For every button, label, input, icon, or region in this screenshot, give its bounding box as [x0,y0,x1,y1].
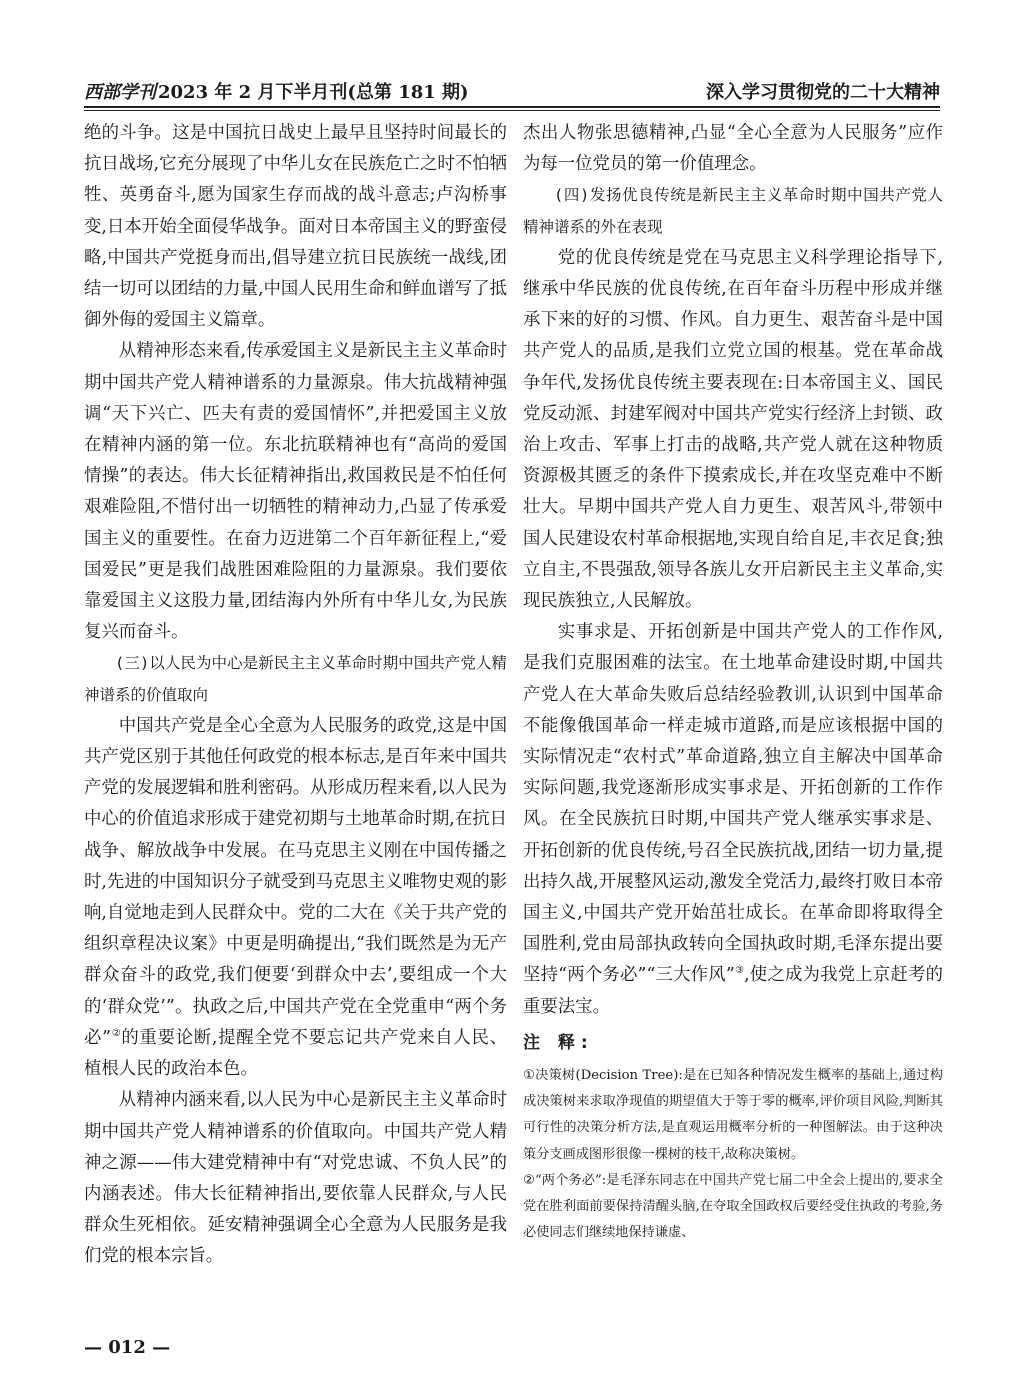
page-number: — 012 — [84,1337,171,1358]
footnote-ref: ② [111,1028,122,1040]
paragraph [84,711,507,1085]
right-column [523,118,943,1023]
subheading: (四)发扬优良传统是新民主主义革命时期中国共产党人精神谱系的外在表现 [523,186,943,236]
paragraph [523,617,943,1023]
note-text: 决策树(Decision Tree):是在已知各种情况发生概率的基础上,通过构成决策树来求取净现值的期望值大于等于零的概率,评价项目风险,判断其可行性的决策分析方法,是直观运用概率分析的一种图解法。由于这种决策分支画成图形很像一棵树的枝干,故称决策树。 [523,1068,943,1162]
paragraph-text: 的重要论断,提醒全党不要忘记共产党来自人民、植根人民的政治本色。 [84,1027,507,1080]
journal-logo: 西部学刊 [84,82,156,103]
header-rule-thin [84,110,940,111]
subheading: (三)以人民为中心是新民主主义革命时期中国共产党人精神谱系的价值取向 [84,654,507,704]
paragraph: 绝的斗争。这是中国抗日战史上最早且坚持时间最长的抗日战场,它充分展现了中华儿女在民族危亡之时不怕牺牲、英勇奋斗,愿为国家生存而战的战斗意志;卢沟桥事变,日本开始全面侵华战争。面对日本帝国主义的野蛮侵略,中国共产党挺身而出,倡导建立抗日民族统一战线,团结一切可以团结的力量,中国人民用生命和鲜血谱写了抵御外侮的爱国主义篇章。 [84,123,507,331]
paragraph: 从精神形态来看,传承爱国主义是新民主主义革命时期中国共产党人精神谱系的力量源泉。伟大抗战精神强调“天下兴亡、匹夫有责的爱国情怀”,并把爱国主义放在精神内涵的第一位。东北抗联精神也有“高尚的爱国情操”的表达。伟大长征精神指出,救国救民是不怕任何艰难险阻,不惜付出一切牺牲的精神动力,凸显了传承爱国主义的重要性。在奋力迈进第二个百年新征程上,“爱国爱民”更是我们战胜困难险阻的力量源泉。我们要依靠爱国主义这股力量,团结海内外所有中华儿女,为民族复兴而奋斗。 [84,341,507,643]
footnote-ref: ③ [734,965,745,977]
header-left [84,78,469,104]
left-column [84,118,507,1273]
note-item [523,1168,943,1247]
paragraph: 杰出人物张思德精神,凸显“全心全意为人民服务”应作为每一位党员的第一价值理念。 [523,123,943,175]
note-text: “两个务必”:是毛泽东同志在中国共产党七届二中全会上提出的,要求全党在胜利面前要保持清醒头脑,在夺取全国政权后要经受住执政的考验,务必使同志们继续地保持谦虚、 [523,1172,943,1241]
paragraph-text: 实事求是、开拓创新是中国共产党人的工作作风,是我们克服困难的法宝。在土地革命建设时期,中国共产党人在大革命失败后总结经验教训,认识到中国革命不能像俄国革命一样走城市道路,而是应该根据中国的实际情况走“农村式”革命道路,独立自主解决中国革命实际问题,我党逐渐形成实事求是、开拓创新的工作作风。在全民族抗日时期,中国共产党人继承实事求是、开拓创新的优良传统,号召全民族抗战,团结一切力量,提出持久战,开展整风运动,激发全党活力,最终打败日本帝国主义,中国共产党开始茁壮成长。在革命即将取得全国胜利,党由局部执政转向全国执政时期,毛泽东提出要坚持“两个务必”“三大作风” [523,622,943,986]
issue-info: 2023 年 2 月下半月刊(总第 181 期) [158,82,469,103]
paragraph: 从精神内涵来看,以人民为中心是新民主主义革命时期中国共产党人精神谱系的价值取向。中国共产党人精神之源——伟大建党精神中有“对党忠诚、不负人民”的内涵表述。伟大长征精神指出,要依靠人民群众,与人民群众生死相依。延安精神强调全心全意为人民服务是我们党的根本宗旨。 [84,1090,507,1267]
note-number: ② [523,1172,535,1188]
paragraph-text: ,使之成为我党上京赶考的重要法宝。 [523,965,943,1017]
paragraph-text: 中国共产党是全心全意为人民服务的政党,这是中国共产党区别于其他任何政党的根本标志,是百年来中国共产党的发展逻辑和胜利密码。从形成历程来看,以人民为中心的价值追求形成于建党初期与土地革命时期,在抗日战争、解放战争中发展。在马克思主义刚在中国传播之时,先进的中国知识分子就受到马克思主义唯物史观的影响,自觉地走到人民群众中。党的二大在《关于共产党的组织章程决议案》中更是明确提出,“我们既然是为无产群众奋斗的政党,我们便要‘到群众中去’,要组成一个大的‘群众党’”。执政之后,中国共产党在全党重申“两个务必” [84,715,507,1048]
note-item [523,1063,943,1168]
notes-section [523,1028,943,1246]
paragraph: 党的优良传统是党在马克思主义科学理论指导下,继承中华民族的优良传统,在百年奋斗历程中形成并继承下来的好的习惯、作风。自力更生、艰苦奋斗是中国共产党人的品质,是我们立党立国的根基。党在革命战争年代,发扬优良传统主要表现在:日本帝国主义、国民党反动派、封建军阀对中国共产党实行经济上封锁、政治上攻击、军事上打击的战略,共产党人就在这种物质资源极其匮乏的条件下摸索成长,并在攻坚克难中不断壮大。早期中国共产党人自力更生、艰苦风斗,带领中国人民建设农村革命根据地,实现自给自足,丰衣足食;独立自主,不畏强敌,领导各族儿女开启新民主主义革命,实现民族独立,人民解放。 [523,247,943,612]
section-title: 深入学习贯彻党的二十大精神 [706,82,940,103]
notes-title: 注 释: [523,1033,594,1053]
header-rule [84,106,940,108]
running-header [84,78,940,108]
note-number: ① [523,1068,536,1083]
